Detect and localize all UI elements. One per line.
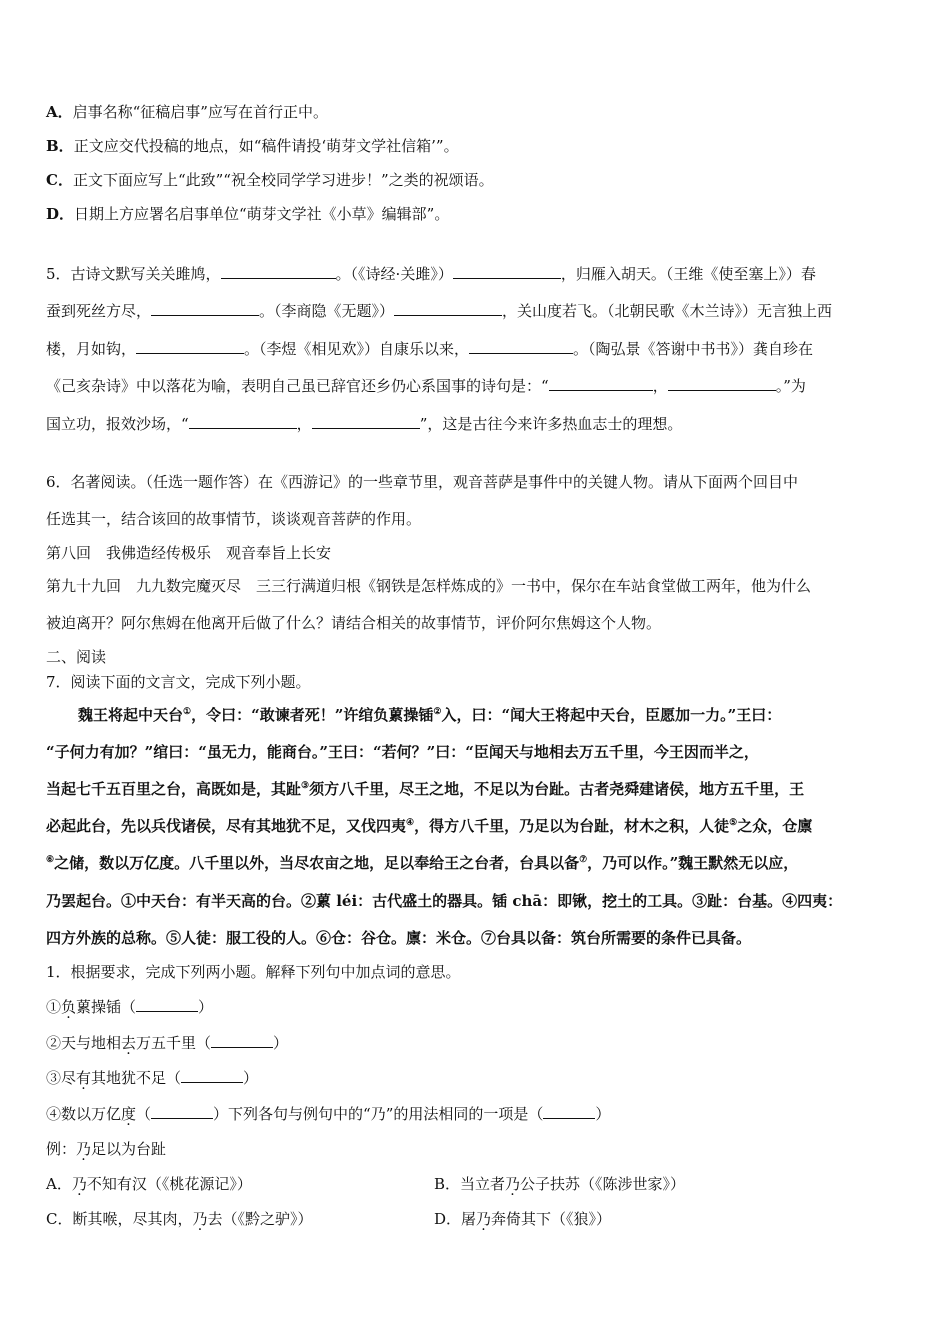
q6-line-3: 第八回 我佛造经传极乐 观音奉旨上长安 bbox=[46, 544, 332, 562]
text: 例： bbox=[46, 1140, 77, 1158]
text: 。（李商隐《无题》） bbox=[259, 302, 395, 320]
example-line bbox=[46, 1139, 910, 1159]
q4-option-c bbox=[46, 170, 910, 190]
footnote-mark: ④ bbox=[406, 818, 415, 828]
text: ，乃可以作。”魏王默然无以应， bbox=[587, 854, 799, 872]
footnote-mark: ⑦ bbox=[579, 855, 588, 865]
answer-blank[interactable] bbox=[189, 413, 297, 429]
item-3 bbox=[46, 1067, 910, 1088]
q5-line-1 bbox=[46, 263, 910, 284]
q7-intro: 7．阅读下面的文言文，完成下列小题。 bbox=[46, 673, 311, 691]
passage-line-5 bbox=[46, 853, 910, 873]
text: 万五千里（ bbox=[136, 1034, 212, 1052]
text: 入，曰：“闻大王将起中天台，臣愿加一力。”王曰： bbox=[441, 706, 782, 724]
option-d[interactable] bbox=[434, 1209, 611, 1229]
text: 其地犹不足（ bbox=[91, 1069, 182, 1087]
dotted-word: 乃 bbox=[192, 1210, 208, 1228]
option-text: 正文应交代投稿的地点，如“稿件请投‘萌芽文学社信箱’”。 bbox=[73, 137, 459, 155]
option-c[interactable] bbox=[46, 1210, 313, 1228]
dotted-word: 乃 bbox=[76, 1140, 92, 1158]
text: 足以为台趾 bbox=[91, 1140, 167, 1158]
answer-blank[interactable] bbox=[136, 996, 198, 1012]
passage-line-6: 乃罢起台。①中天台：有半天高的台。②蔂 léi：古代盛土的器具。锸 chā：即锹，挖土的工具。③趾：台基。④四夷： bbox=[46, 892, 843, 910]
passage-line-2: “子何力有加？”绾曰：“虽无力，能商台。”王曰：“若何？”曰：“臣闻天与地相去万五千里，今王因而半之， bbox=[46, 743, 759, 761]
text: （ bbox=[136, 1105, 152, 1123]
text: ”，这是古往今来许多热血志士的理想。 bbox=[419, 415, 683, 433]
text: 。（《诗经·关雎》） bbox=[335, 265, 453, 283]
footnote-mark: ③ bbox=[301, 781, 310, 791]
text: B．当立者 bbox=[434, 1175, 506, 1193]
answer-blank[interactable] bbox=[469, 338, 573, 354]
option-text: 正文下面应写上“此致”“祝全校同学学习进步！”之类的祝颂语。 bbox=[72, 171, 494, 189]
passage-line-4 bbox=[46, 816, 910, 836]
text: 当起七千五百里之台，高既如是，其趾 bbox=[46, 780, 302, 798]
answer-blank[interactable] bbox=[394, 300, 502, 316]
dotted-word: 负 bbox=[61, 998, 77, 1016]
text: ① bbox=[46, 998, 62, 1016]
option-b[interactable] bbox=[434, 1174, 685, 1194]
answer-blank[interactable] bbox=[151, 300, 259, 316]
text: 。”为 bbox=[775, 377, 806, 395]
text: 。（陶弘景《答谢中书书》）龚自珍在 bbox=[573, 340, 814, 358]
option-key: A． bbox=[46, 103, 73, 121]
text: C．断其喉，尽其肉， bbox=[46, 1210, 193, 1228]
dotted-word: 乃 bbox=[505, 1175, 521, 1193]
text: ） bbox=[595, 1105, 611, 1123]
text: A． bbox=[46, 1175, 72, 1193]
dotted-word: 有 bbox=[76, 1069, 92, 1087]
text: 必起此台，先以兵伐诸侯，尽有其地犹不足，又伐四夷 bbox=[46, 817, 407, 835]
answer-blank[interactable] bbox=[543, 1103, 595, 1119]
options-row-1 bbox=[46, 1174, 910, 1194]
footnote-mark: ⑥ bbox=[46, 855, 55, 865]
text: 魏王将起中天台 bbox=[78, 706, 184, 724]
option-key: C． bbox=[46, 171, 73, 189]
text: 奔倚其下（《狼》） bbox=[491, 1210, 612, 1228]
text: ） bbox=[273, 1034, 289, 1052]
q5-line-2 bbox=[46, 300, 910, 321]
text: ，令曰：“敢谏者死！”许绾负蔂操锸 bbox=[191, 706, 434, 724]
passage-line-3 bbox=[46, 779, 910, 799]
text: 之储，数以万亿度。八千里以外，当尽农亩之地，足以奉给王之台者，台具以备 bbox=[54, 854, 580, 872]
option-a[interactable] bbox=[46, 1175, 252, 1193]
answer-blank[interactable] bbox=[211, 1032, 273, 1048]
q6-line-5: 被迫离开？阿尔焦姆在他离开后做了什么？请结合相关的故事情节，评价阿尔焦姆这个人物。 bbox=[46, 614, 662, 632]
dotted-word: 乃 bbox=[476, 1210, 492, 1228]
text: ④数以万亿 bbox=[46, 1105, 122, 1123]
answer-blank[interactable] bbox=[151, 1103, 213, 1119]
passage-line-7: 四方外族的总称。⑤人徒：服工役的人。⑥仓：谷仓。廪：米仓。⑦台具以备：筑台所需要的条件已具备。 bbox=[46, 929, 752, 947]
footnote-mark: ② bbox=[433, 707, 442, 717]
answer-blank[interactable] bbox=[181, 1067, 243, 1083]
answer-blank[interactable] bbox=[668, 375, 776, 391]
text: 5．古诗文默写关关雎鸠， bbox=[46, 265, 221, 283]
text: ，得方八千里，乃足以为台趾，材木之积，人徒 bbox=[414, 817, 730, 835]
text: 公子扶苏（《陈涉世家》） bbox=[520, 1175, 686, 1193]
text: 楼，月如钩， bbox=[46, 340, 137, 358]
text: ，关山度若飞。（北朝民歌《木兰诗》）无言独上西 bbox=[502, 302, 833, 320]
text: ） bbox=[243, 1069, 259, 1087]
text: ）下列各句与例句中的“乃”的用法相同的一项是（ bbox=[213, 1105, 544, 1123]
option-text: 日期上方应署名启事单位“萌芽文学社《小草》编辑部”。 bbox=[74, 205, 450, 223]
answer-blank[interactable] bbox=[549, 375, 653, 391]
q4-option-b bbox=[46, 136, 910, 156]
answer-blank[interactable] bbox=[453, 263, 561, 279]
text: 去（《黔之驴》） bbox=[207, 1210, 313, 1228]
footnote-mark: ① bbox=[183, 707, 192, 717]
options-row-2 bbox=[46, 1209, 910, 1229]
text: 《己亥杂诗》中以落花为喻，表明自己虽已辞官还乡仍心系国事的诗句是：“ bbox=[46, 377, 549, 395]
option-key: D． bbox=[46, 205, 75, 223]
text: ②天与地相 bbox=[46, 1034, 122, 1052]
text: 须方八千里，尽王之地，不足以为台趾。古者尧舜建诸侯，地方五千里，王 bbox=[309, 780, 805, 798]
footnote-mark: ⑤ bbox=[729, 818, 738, 828]
text: 蚕到死丝方尽， bbox=[46, 302, 152, 320]
item-4 bbox=[46, 1103, 910, 1124]
q5-line-4 bbox=[46, 375, 910, 396]
item-2 bbox=[46, 1032, 910, 1053]
text: D．屠 bbox=[434, 1210, 477, 1228]
text: ，归雁入胡天。（王维《使至塞上》）春 bbox=[560, 265, 816, 283]
dotted-word: 度 bbox=[121, 1105, 137, 1123]
text: 之众，仓廪 bbox=[737, 817, 813, 835]
dotted-word: 去 bbox=[121, 1034, 137, 1052]
item-1 bbox=[46, 996, 910, 1017]
text: ③尽 bbox=[46, 1069, 77, 1087]
q6-line-4: 第九十九回 九九数完魔灭尽 三三行满道归根《钢铁是怎样炼成的》一书中，保尔在车站食堂做工两年，他为什么 bbox=[46, 577, 812, 595]
q6-line-2: 任选其一，结合该回的故事情节，谈谈观音菩萨的作用。 bbox=[46, 510, 422, 528]
text: ， bbox=[652, 377, 668, 395]
q5-line-5 bbox=[46, 413, 910, 434]
section-heading: 二、阅读 bbox=[46, 648, 107, 666]
text: ） bbox=[198, 998, 214, 1016]
text: ， bbox=[296, 415, 312, 433]
text: 不知有汉（《桃花源记》） bbox=[86, 1175, 252, 1193]
q4-option-a bbox=[46, 102, 910, 122]
passage-line-1 bbox=[78, 705, 910, 725]
option-key: B． bbox=[46, 137, 74, 155]
subquestion-1: 1．根据要求，完成下列两小题。解释下列句中加点词的意思。 bbox=[46, 963, 461, 981]
answer-blank[interactable] bbox=[221, 263, 336, 279]
dotted-word: 乃 bbox=[71, 1175, 87, 1193]
answer-blank[interactable] bbox=[312, 413, 420, 429]
text: 国立功，报效沙场，“ bbox=[46, 415, 189, 433]
q4-option-d bbox=[46, 204, 910, 224]
text: 蔂操锸（ bbox=[76, 998, 137, 1016]
answer-blank[interactable] bbox=[136, 338, 244, 354]
text: 。（李煜《相见欢》）自康乐以来， bbox=[244, 340, 470, 358]
q6-line-1: 6．名著阅读。（任选一题作答）在《西游记》的一些章节里，观音菩萨是事件中的关键人物。请从下面两个回目中 bbox=[46, 473, 799, 491]
option-text: 启事名称“征稿启事”应写在首行正中。 bbox=[72, 103, 328, 121]
q5-line-3 bbox=[46, 338, 910, 359]
